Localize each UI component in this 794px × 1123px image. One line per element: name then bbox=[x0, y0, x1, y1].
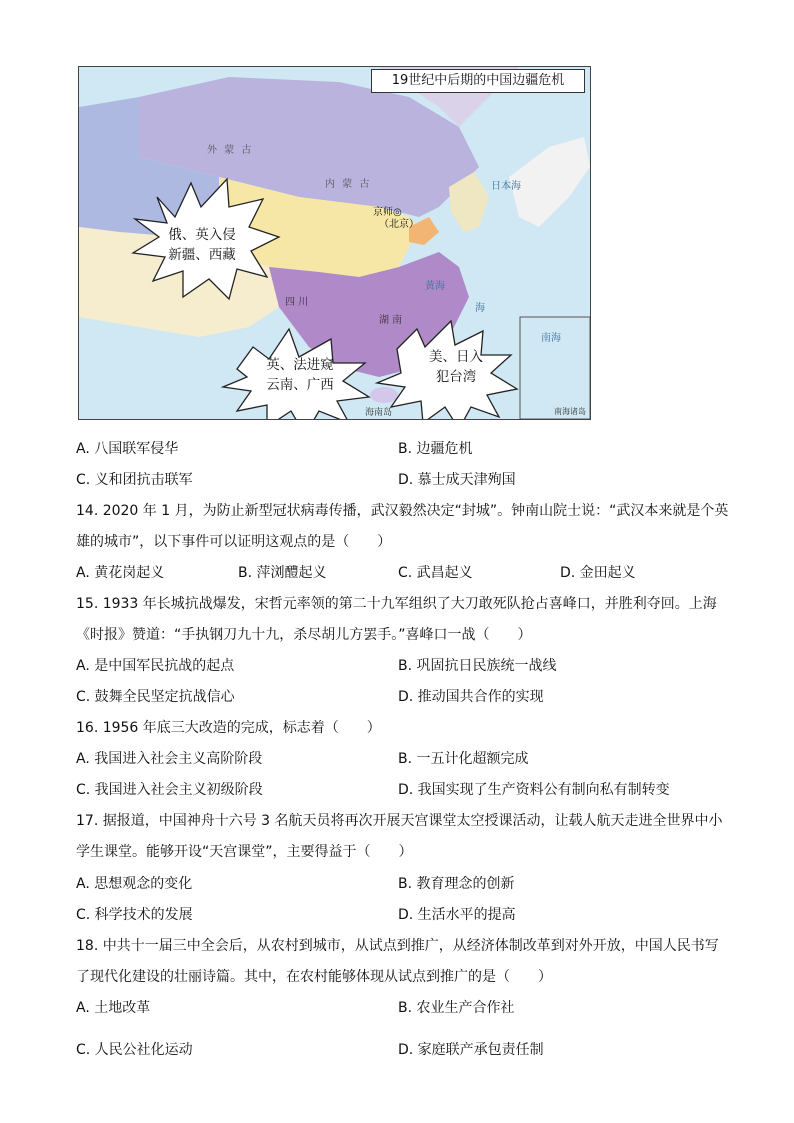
q18-stem-line2: 了现代化建设的壮丽诗篇。其中，在农村能够体现从试点到推广的是（ ） bbox=[76, 969, 552, 985]
capital-sub-label: （北京） bbox=[379, 219, 419, 230]
q18-option-d: D. 家庭联产承包责任制 bbox=[398, 1042, 544, 1058]
q15-option-a: A. 是中国军民抗战的起点 bbox=[76, 658, 235, 674]
q16-option-c: C. 我国进入社会主义初级阶段 bbox=[76, 782, 263, 798]
map-title: 19世纪中后期的中国边疆危机 bbox=[371, 69, 585, 93]
q14-option-d: D. 金田起义 bbox=[560, 565, 636, 581]
q13-option-c: C. 义和团抗击联军 bbox=[76, 472, 193, 488]
waimeng-label: 外 蒙 古 bbox=[207, 145, 254, 156]
q16-option-a: A. 我国进入社会主义高阶阶段 bbox=[76, 751, 263, 767]
q17-option-c: C. 科学技术的发展 bbox=[76, 907, 193, 923]
q15-option-d: D. 推动国共合作的实现 bbox=[398, 689, 544, 705]
yellow-sea-label: 黄海 bbox=[425, 281, 445, 292]
frontier-crisis-map bbox=[78, 66, 591, 420]
callout-taiwan: 美、日入 犯台湾 bbox=[429, 349, 483, 385]
inset-label: 南海诸岛 bbox=[554, 407, 586, 416]
q16-option-b: B. 一五计化超额完成 bbox=[398, 751, 529, 767]
q17-stem-line1: 17. 据报道，中国神舟十六号 3 名航天员将再次开展天宫课堂太空授课活动，让载人航天走进全世界中小 bbox=[76, 813, 723, 829]
q15-option-b: B. 巩固抗日民族统一战线 bbox=[398, 658, 557, 674]
q16-stem-line1: 16. 1956 年底三大改造的完成，标志着（ ） bbox=[76, 720, 381, 736]
q15-stem-line2: 《时报》赞道：“手执钢刀九十九，杀尽胡儿方罢手。”喜峰口一战（ ） bbox=[76, 627, 532, 643]
callout-xinjiang-tibet: 俄、英入侵 新疆、西藏 bbox=[168, 227, 236, 263]
capital-label: 京师◎ bbox=[373, 207, 402, 218]
q18-option-a: A. 土地改革 bbox=[76, 1000, 151, 1016]
hainan-label: 海南岛 bbox=[365, 408, 393, 418]
q17-option-a: A. 思想观念的变化 bbox=[76, 876, 193, 892]
q18-stem-line1: 18. 中共十一届三中全会后，从农村到城市，从试点到推广，从经济体制改革到对外开放，中国人民书写 bbox=[76, 938, 719, 954]
q16-option-d: D. 我国实现了生产资料公有制向私有制转变 bbox=[398, 782, 670, 798]
q18-option-c: C. 人民公社化运动 bbox=[76, 1042, 193, 1058]
q14-stem-line1: 14. 2020 年 1 月，为防止新型冠状病毒传播，武汉毅然决定“封城”。钟南山院士说：“武汉本来就是个英 bbox=[76, 503, 729, 519]
q17-option-b: B. 教育理念的创新 bbox=[398, 876, 515, 892]
q13-option-d: D. 慕士成天津殉国 bbox=[398, 472, 516, 488]
q13-option-b: B. 边疆危机 bbox=[398, 441, 473, 457]
east-sea-label: 海 bbox=[475, 303, 485, 314]
q13-option-a: A. 八国联军侵华 bbox=[76, 441, 179, 457]
neimeng-label: 内 蒙 古 bbox=[325, 179, 372, 190]
sichuan-label: 四 川 bbox=[285, 297, 309, 308]
callout-yunnan-guangxi: 英、法进窥 云南、广西 bbox=[266, 357, 334, 393]
q14-stem-line2: 雄的城市”，以下事件可以证明这观点的是（ ） bbox=[76, 534, 392, 550]
hunan-label: 湖 南 bbox=[379, 315, 403, 326]
q14-option-b: B. 萍浏醴起义 bbox=[238, 565, 327, 581]
q18-option-b: B. 农业生产合作社 bbox=[398, 1000, 515, 1016]
japan-sea-label: 日本海 bbox=[491, 181, 521, 192]
q14-option-c: C. 武昌起义 bbox=[398, 565, 473, 581]
q15-stem-line1: 15. 1933 年长城抗战爆发，宋哲元率领的第二十九军组织了大刀敢死队抢占喜峰口，并胜利夺回。上海 bbox=[76, 596, 717, 612]
q17-option-d: D. 生活水平的提高 bbox=[398, 907, 516, 923]
nanhai-label: 南海 bbox=[541, 333, 561, 344]
q17-stem-line2: 学生课堂。能够开设“天宫课堂”，主要得益于（ ） bbox=[76, 844, 413, 860]
q14-option-a: A. 黄花岗起义 bbox=[76, 565, 165, 581]
q15-option-c: C. 鼓舞全民坚定抗战信心 bbox=[76, 689, 235, 705]
